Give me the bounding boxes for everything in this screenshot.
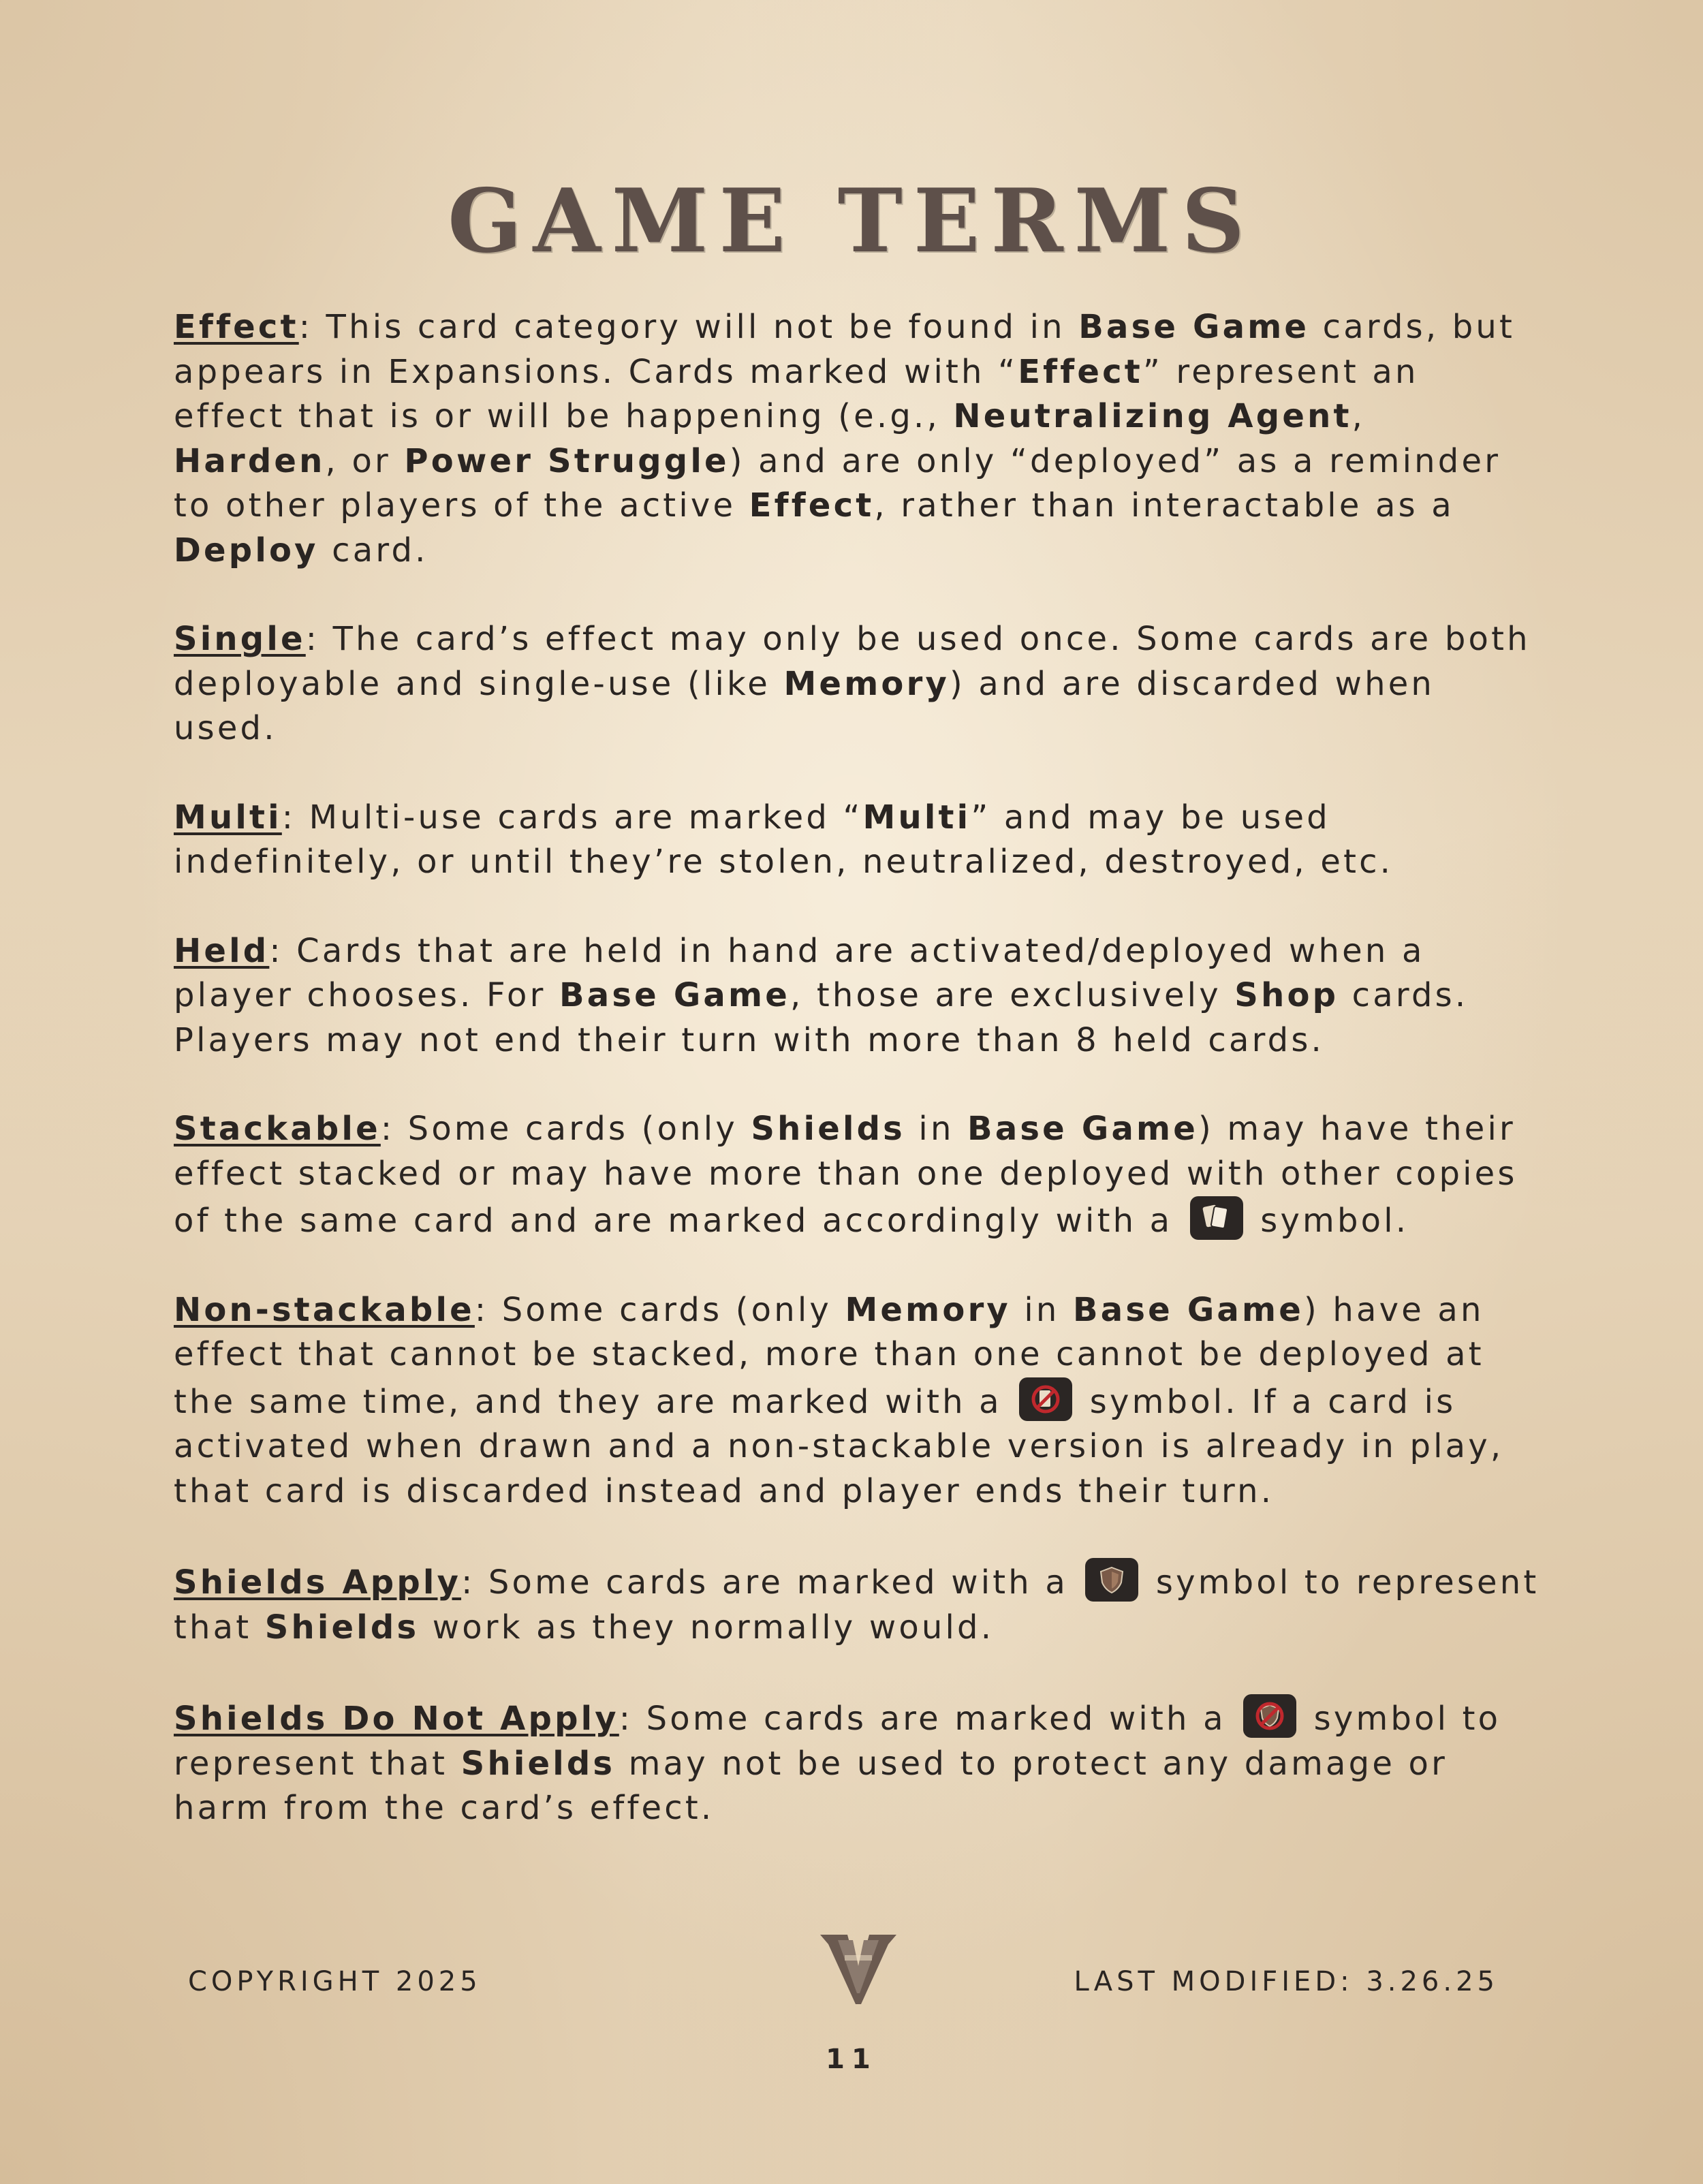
page-title: GAME TERMS: [448, 170, 1255, 272]
term-effect: Effect: This card category will not be found in Base Game cards, but appears in Expansions. Cards marked with “Effect” represent an effect that is or will be happening (e.g., Neutralizing Agent, Harden, or Power Struggle) and are only “deployed” as a reminder to other players of the active Effect, rather than interactable as a Deploy card.: [174, 308, 1516, 570]
stacked-cards-icon: [1190, 1196, 1243, 1240]
shield-icon: [1085, 1558, 1138, 1602]
term-label: Effect: [174, 308, 299, 346]
term-shields-apply: Shields Apply: Some cards are marked with a symbol to represent that Shields work as they normally would.: [174, 1558, 1543, 1650]
term-label: Single: [174, 620, 306, 658]
term-stackable: Stackable: Some cards (only Shields in Base Game) may have their effect stacked or may have more than one deployed with other copies of the same card and are marked accordingly with a symbol.: [174, 1110, 1518, 1240]
last-modified-text: LAST MODIFIED: 3.26.25: [1074, 1966, 1499, 1997]
term-non-stackable: Non-stackable: Some cards (only Memory in Base Game) have an effect that cannot be stacked, more than one cannot be deployed at the same time, and they are marked with a symbol. If a card is activated when drawn and a non-stackable version is already in play, that card is discarded instead and player ends their turn.: [174, 1290, 1504, 1510]
term-label: Stackable: [174, 1110, 381, 1148]
term-held: Held: Cards that are held in hand are activated/deployed when a player chooses. For Base Game, those are exclusively Shop cards. Players may not end their turn with more than 8 held cards.: [174, 931, 1469, 1059]
term-single: Single: The card’s effect may only be used once. Some cards are both deployable and single-use (like Memory) and are discarded when used.: [174, 620, 1531, 747]
terms-list: [174, 305, 1543, 1875]
term-multi: Multi: Multi-use cards are marked “Multi” and may be used indefinitely, or until they’re stolen, neutralized, destroyed, etc.: [174, 798, 1394, 881]
shield-blocked-icon: [1243, 1694, 1296, 1738]
term-label: Multi: [174, 798, 282, 837]
v-logo-icon: [817, 1928, 899, 2010]
page-number: 11: [826, 2044, 877, 2075]
no-stack-icon: [1019, 1377, 1072, 1421]
copyright-text: COPYRIGHT 2025: [188, 1966, 482, 1997]
term-shields-do-not-apply: Shields Do Not Apply: Some cards are marked with a symbol to represent that Shields may not be used to protect any damage or harm from the card’s effect.: [174, 1694, 1543, 1831]
term-label: Shields Do Not Apply: [174, 1700, 619, 1738]
term-label: Held: [174, 931, 270, 970]
term-label: Shields Apply: [174, 1563, 462, 1602]
term-label: Non-stackable: [174, 1290, 475, 1329]
